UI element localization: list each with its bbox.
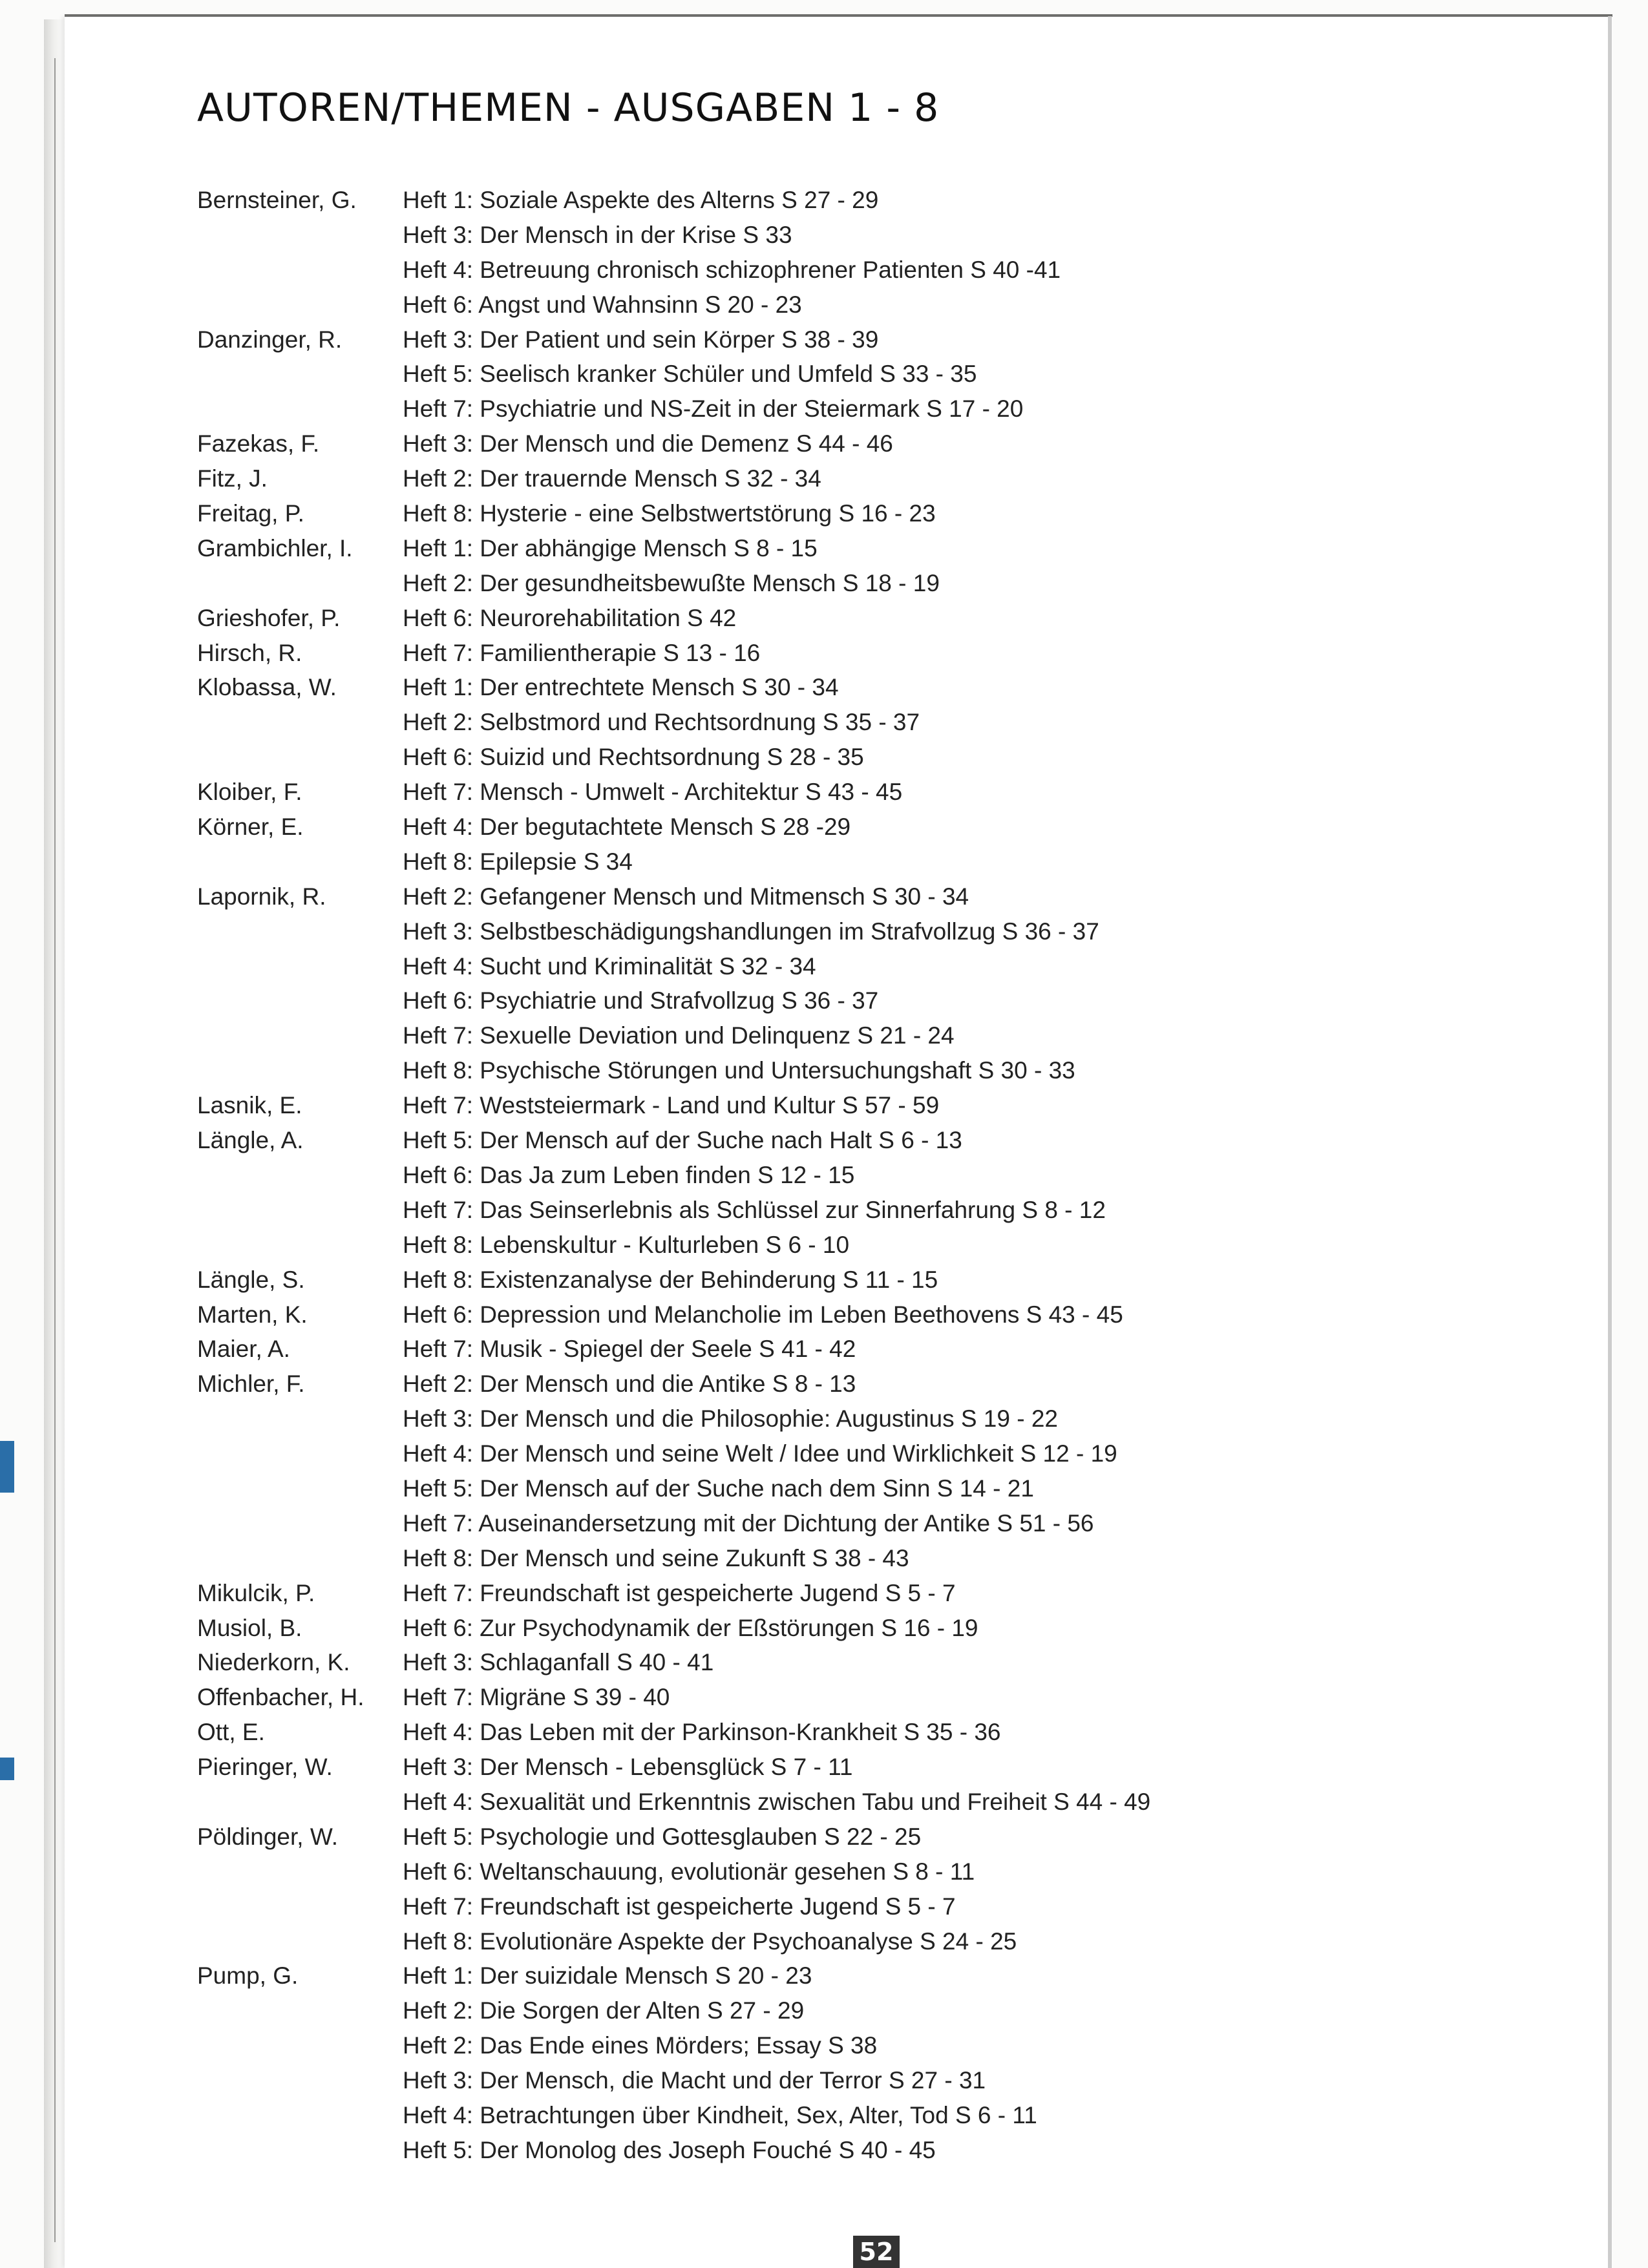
index-row: [197, 218, 1490, 253]
index-row: [197, 566, 1490, 601]
index-row: [197, 322, 1490, 357]
side-tab-marker: [0, 1441, 14, 1493]
author-name: [197, 253, 403, 288]
article-entry: Heft 2: Der Mensch und die Antike S 8 - 13: [403, 1370, 856, 1398]
index-row: [197, 1123, 1490, 1158]
index-row: [197, 1193, 1490, 1228]
index-row: [197, 1785, 1490, 1820]
article-entry: Heft 2: Das Ende eines Mörders; Essay S 38: [403, 2032, 878, 2059]
index-row: [197, 2028, 1490, 2063]
article-entry: Heft 2: Selbstmord und Rechtsordnung S 35 - 37: [403, 709, 920, 736]
index-row: [197, 1680, 1490, 1715]
author-name: [197, 1471, 403, 1506]
article-entry: Heft 5: Der Mensch auf der Suche nach dem Sinn S 14 - 21: [403, 1475, 1034, 1502]
index-row: [197, 879, 1490, 914]
index-row: [197, 1715, 1490, 1750]
author-name: [197, 2133, 403, 2168]
index-row: [197, 1541, 1490, 1576]
author-name: Fazekas, F.: [197, 430, 320, 457]
article-entry: Heft 3: Der Mensch in der Krise S 33: [403, 221, 792, 248]
article-entry: Heft 5: Der Mensch auf der Suche nach Halt S 6 - 13: [403, 1127, 962, 1154]
index-row: [197, 1228, 1490, 1263]
index-row: [197, 1367, 1490, 1402]
article-entry: Heft 3: Der Patient und sein Körper S 38 - 39: [403, 326, 879, 353]
article-entry: Heft 4: Betreuung chronisch schizophrener Patienten S 40 -41: [403, 256, 1061, 283]
index-row: [197, 810, 1490, 845]
index-row: [197, 705, 1490, 740]
author-name: [197, 1193, 403, 1228]
index-row: [197, 1889, 1490, 1924]
index-row: [197, 636, 1490, 671]
article-entry: Heft 1: Soziale Aspekte des Alterns S 27 - 29: [403, 187, 879, 213]
article-entry: Heft 7: Musik - Spiegel der Seele S 41 - 42: [403, 1336, 856, 1363]
index-row: [197, 1263, 1490, 1297]
article-entry: Heft 8: Hysterie - eine Selbstwertstörung S 16 - 23: [403, 500, 936, 527]
author-name: Freitag, P.: [197, 500, 304, 527]
article-entry: Heft 8: Epilepsie S 34: [403, 848, 633, 875]
article-entry: Heft 4: Das Leben mit der Parkinson-Krankheit S 35 - 36: [403, 1719, 1001, 1746]
index-row: [197, 1750, 1490, 1785]
author-name: [197, 983, 403, 1018]
author-name: [197, 1158, 403, 1193]
article-entry: Heft 3: Der Mensch, die Macht und der Terror S 27 - 31: [403, 2067, 986, 2094]
article-entry: Heft 4: Der Mensch und seine Welt / Idee und Wirklichkeit S 12 - 19: [403, 1440, 1117, 1467]
article-entry: Heft 7: Das Seinserlebnis als Schlüssel zur Sinnerfahrung S 8 - 12: [403, 1196, 1106, 1223]
index-row: [197, 1158, 1490, 1193]
article-entry: Heft 3: Selbstbeschädigungshandlungen im Strafvollzug S 36 - 37: [403, 918, 1099, 945]
author-name: Grambichler, I.: [197, 534, 353, 562]
author-name: [197, 566, 403, 601]
author-index-list: [197, 183, 1490, 2168]
author-name: [197, 1018, 403, 1053]
index-row: [197, 1924, 1490, 1959]
index-row: [197, 1611, 1490, 1646]
article-entry: Heft 7: Migräne S 39 - 40: [403, 1684, 670, 1711]
article-entry: Heft 2: Der trauernde Mensch S 32 - 34: [403, 465, 821, 492]
index-row: [197, 845, 1490, 879]
index-row: [197, 914, 1490, 949]
index-row: [197, 1958, 1490, 1993]
index-row: [197, 2063, 1490, 2098]
index-row: [197, 1854, 1490, 1889]
author-name: [197, 392, 403, 426]
article-entry: Heft 3: Der Mensch und die Demenz S 44 - 46: [403, 430, 893, 457]
article-entry: Heft 6: Das Ja zum Leben finden S 12 - 15: [403, 1161, 855, 1188]
author-name: Maier, A.: [197, 1336, 290, 1363]
page-right-edge: [1608, 16, 1612, 2268]
article-entry: Heft 7: Auseinandersetzung mit der Dichtung der Antike S 51 - 56: [403, 1509, 1094, 1537]
author-name: Längle, A.: [197, 1127, 304, 1154]
article-entry: Heft 5: Seelisch kranker Schüler und Umfeld S 33 - 35: [403, 361, 977, 388]
author-name: [197, 1506, 403, 1541]
author-name: Lasnik, E.: [197, 1092, 302, 1119]
index-row: [197, 949, 1490, 984]
index-row: [197, 1018, 1490, 1053]
gutter-line: [54, 58, 56, 2242]
author-name: [197, 1541, 403, 1576]
article-entry: Heft 6: Zur Psychodynamik der Eßstörungen S 16 - 19: [403, 1614, 978, 1641]
article-entry: Heft 7: Psychiatrie und NS-Zeit in der Steiermark S 17 - 20: [403, 395, 1024, 423]
author-name: Michler, F.: [197, 1370, 305, 1398]
index-row: [197, 2098, 1490, 2133]
author-name: [197, 949, 403, 984]
index-row: [197, 183, 1490, 218]
author-name: [197, 1924, 403, 1959]
author-name: [197, 914, 403, 949]
index-row: [197, 1088, 1490, 1123]
index-row: [197, 253, 1490, 288]
article-entry: Heft 3: Der Mensch und die Philosophie: Augustinus S 19 - 22: [403, 1405, 1058, 1433]
article-entry: Heft 2: Der gesundheitsbewußte Mensch S 18 - 19: [403, 569, 940, 596]
author-name: Niederkorn, K.: [197, 1649, 350, 1676]
author-name: [197, 1854, 403, 1889]
author-name: [197, 740, 403, 775]
article-entry: Heft 3: Der Mensch - Lebensglück S 7 - 11: [403, 1754, 853, 1781]
article-entry: Heft 5: Psychologie und Gottesglauben S 22 - 25: [403, 1823, 922, 1850]
index-row: [197, 1506, 1490, 1541]
author-name: Ott, E.: [197, 1719, 265, 1746]
article-entry: Heft 4: Betrachtungen über Kindheit, Sex, Alter, Tod S 6 - 11: [403, 2101, 1037, 2128]
article-entry: Heft 2: Gefangener Mensch und Mitmensch S 30 - 34: [403, 883, 969, 910]
author-name: [197, 357, 403, 392]
article-entry: Heft 1: Der abhängige Mensch S 8 - 15: [403, 534, 818, 562]
author-name: [197, 1436, 403, 1471]
author-name: Fitz, J.: [197, 465, 268, 492]
index-row: [197, 2133, 1490, 2168]
author-name: [197, 845, 403, 879]
article-entry: Heft 7: Familientherapie S 13 - 16: [403, 639, 761, 666]
author-name: [197, 705, 403, 740]
index-row: [197, 1402, 1490, 1436]
article-entry: Heft 7: Mensch - Umwelt - Architektur S 43 - 45: [403, 779, 903, 806]
index-row: [197, 288, 1490, 322]
article-entry: Heft 8: Existenzanalyse der Behinderung S 11 - 15: [403, 1266, 938, 1293]
article-entry: Heft 7: Sexuelle Deviation und Delinquenz S 21 - 24: [403, 1022, 955, 1049]
author-name: Danzinger, R.: [197, 326, 343, 353]
author-name: [197, 1228, 403, 1263]
article-entry: Heft 3: Schlaganfall S 40 - 41: [403, 1649, 714, 1676]
article-entry: Heft 8: Lebenskultur - Kulturleben S 6 - 10: [403, 1231, 850, 1258]
side-tab-marker: [0, 1758, 14, 1780]
index-row: [197, 601, 1490, 636]
article-entry: Heft 6: Angst und Wahnsinn S 20 - 23: [403, 291, 802, 318]
author-name: Offenbacher, H.: [197, 1684, 364, 1711]
article-entry: Heft 1: Der suizidale Mensch S 20 - 23: [403, 1962, 812, 1990]
author-name: [197, 1993, 403, 2028]
author-name: Pieringer, W.: [197, 1754, 333, 1781]
author-name: Hirsch, R.: [197, 639, 302, 666]
index-row: [197, 1436, 1490, 1471]
author-name: Pöldinger, W.: [197, 1823, 339, 1850]
article-entry: Heft 1: Der entrechtete Mensch S 30 - 34: [403, 674, 839, 701]
index-row: [197, 1053, 1490, 1088]
index-row: [197, 392, 1490, 426]
author-name: Bernsteiner, G.: [197, 187, 357, 213]
author-name: [197, 1785, 403, 1820]
author-name: Klobassa, W.: [197, 674, 337, 701]
article-entry: Heft 7: Weststeiermark - Land und Kultur S 57 - 59: [403, 1092, 940, 1119]
article-entry: Heft 7: Freundschaft ist gespeicherte Jugend S 5 - 7: [403, 1893, 956, 1920]
article-entry: Heft 6: Suizid und Rechtsordnung S 28 - 35: [403, 744, 864, 771]
author-name: [197, 288, 403, 322]
author-name: [197, 218, 403, 253]
index-row: [197, 1297, 1490, 1332]
author-name: [197, 1053, 403, 1088]
article-entry: Heft 6: Depression und Melancholie im Leben Beethovens S 43 - 45: [403, 1301, 1123, 1328]
index-row: [197, 1471, 1490, 1506]
index-row: [197, 1820, 1490, 1854]
page-top-edge: [65, 14, 1612, 17]
author-name: Kloiber, F.: [197, 779, 302, 806]
article-entry: Heft 4: Sucht und Kriminalität S 32 - 34: [403, 952, 816, 980]
index-row: [197, 670, 1490, 705]
index-row: [197, 531, 1490, 566]
page-number: 52: [853, 2236, 900, 2268]
article-entry: Heft 4: Der begutachtete Mensch S 28 -29: [403, 814, 851, 841]
article-entry: Heft 5: Der Monolog des Joseph Fouché S 40 - 45: [403, 2136, 936, 2163]
author-name: Mikulcik, P.: [197, 1579, 315, 1606]
author-name: [197, 2098, 403, 2133]
author-name: [197, 2028, 403, 2063]
index-row: [197, 1645, 1490, 1680]
article-entry: Heft 4: Sexualität und Erkenntnis zwischen Tabu und Freiheit S 44 - 49: [403, 1788, 1151, 1815]
index-row: [197, 461, 1490, 496]
index-row: [197, 357, 1490, 392]
article-entry: Heft 6: Neurorehabilitation S 42: [403, 604, 737, 631]
author-name: Längle, S.: [197, 1266, 305, 1293]
article-entry: Heft 7: Freundschaft ist gespeicherte Jugend S 5 - 7: [403, 1579, 956, 1606]
author-name: [197, 1889, 403, 1924]
page-title: AUTOREN/THEMEN - AUSGABEN 1 - 8: [197, 85, 940, 131]
article-entry: Heft 6: Weltanschauung, evolutionär gesehen S 8 - 11: [403, 1858, 975, 1885]
author-name: Pump, G.: [197, 1962, 299, 1990]
author-name: Musiol, B.: [197, 1614, 302, 1641]
index-row: [197, 496, 1490, 531]
author-name: Lapornik, R.: [197, 883, 326, 910]
index-row: [197, 426, 1490, 461]
author-name: [197, 1402, 403, 1436]
article-entry: Heft 2: Die Sorgen der Alten S 27 - 29: [403, 1997, 805, 2024]
author-name: Marten, K.: [197, 1301, 308, 1328]
article-entry: Heft 6: Psychiatrie und Strafvollzug S 36 - 37: [403, 987, 879, 1014]
author-name: Körner, E.: [197, 814, 304, 841]
index-row: [197, 740, 1490, 775]
author-name: [197, 2063, 403, 2098]
index-row: [197, 1332, 1490, 1367]
index-row: [197, 775, 1490, 810]
index-row: [197, 1576, 1490, 1611]
index-row: [197, 1993, 1490, 2028]
index-row: [197, 983, 1490, 1018]
article-entry: Heft 8: Der Mensch und seine Zukunft S 38 - 43: [403, 1544, 909, 1571]
article-entry: Heft 8: Evolutionäre Aspekte der Psychoanalyse S 24 - 25: [403, 1927, 1017, 1955]
author-name: Grieshofer, P.: [197, 604, 341, 631]
article-entry: Heft 8: Psychische Störungen und Untersuchungshaft S 30 - 33: [403, 1057, 1075, 1084]
